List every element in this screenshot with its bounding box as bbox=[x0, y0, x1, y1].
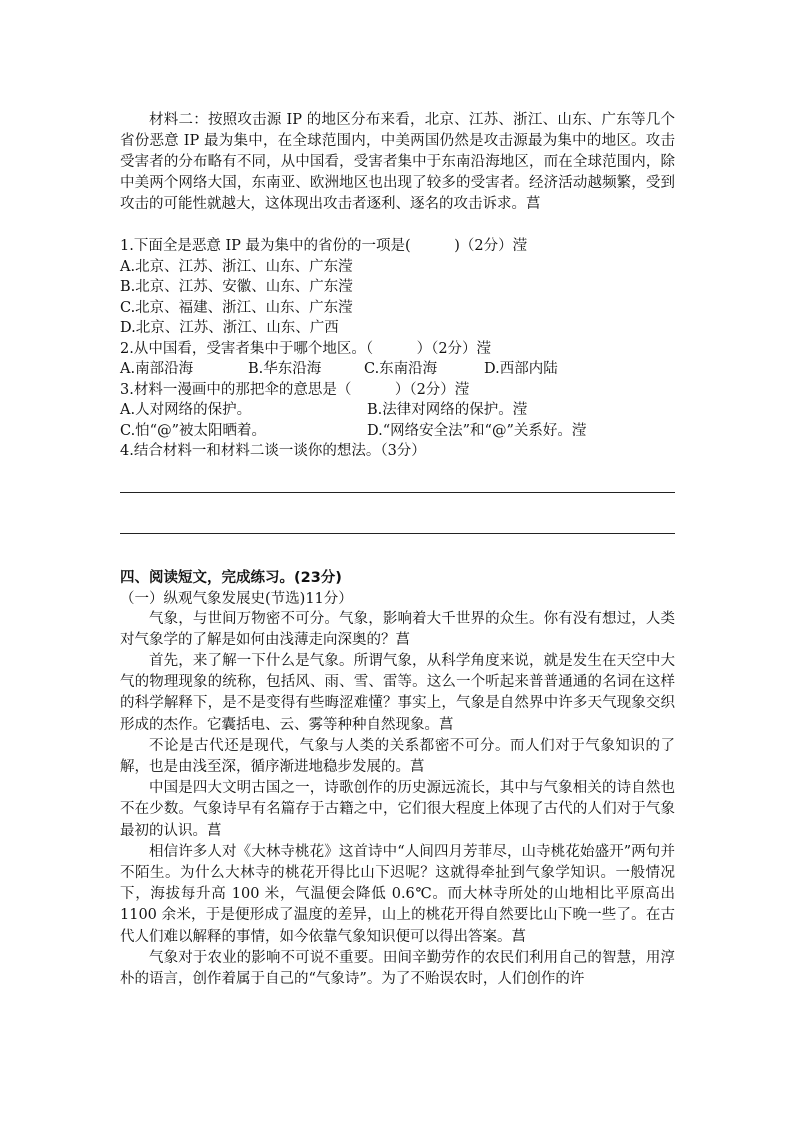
question-3-option-c: C.怕“@”被太阳晒着。 bbox=[120, 422, 267, 439]
question-3-options-row-2 bbox=[120, 421, 675, 442]
material-two-paragraph: 材料二：按照攻击源 IP 的地区分布来看，北京、江苏、浙江、山东、广东等几个省份恶意 IP 最为集中，在全球范围内，中美两国仍然是攻击源最为集中的地区。攻击受害者的分布略有不同，从中国看，受害者集中于东南沿海地区，而在全球范围内，除中美两个网络大国，东南亚、欧洲地区也出现了较多的受害者。经济活动越频繁，受到攻击的可能性就越大，这体现出攻击者逐利、逐名的攻击诉求。菖 bbox=[120, 112, 675, 212]
question-2-option-a: A.南部沿海 bbox=[120, 361, 194, 377]
spacer bbox=[120, 493, 675, 533]
document-page bbox=[120, 110, 675, 990]
reading-paragraph-5: 相信许多人对《大林寺桃花》这首诗中“人间四月芳菲尽，山寺桃花始盛开”两句并不陌生。为什么大林寺的桃花开得比山下迟呢？这就得牵扯到气象学知识。一般情况下，海拔每升高 100 米，气温便会降低 0.6℃。而大林寺所处的山地相比平原高出 1100 余米，于是便形成了温度的差异，山上的桃花开得自然要比山下晚一些了。在古代人们难以解释的事情，如今依靠气象知识便可以得出答案。菖 bbox=[120, 843, 675, 945]
reading-paragraph-2: 首先，来了解一下什么是气象。所谓气象，从科学角度来说，就是发生在天空中大气的物理现象的统称，包括风、雨、雪、雷等。这么一个听起来普普通通的名词在这样的科学解释下，是不是变得有些晦涩难懂？事实上，气象是自然界中许多天气现象交织形成的杰作。它囊括电、云、雾等种种自然现象。菖 bbox=[120, 652, 675, 733]
section-4-subtitle: （一）纵观气象发展史(节选)11分） bbox=[120, 590, 353, 607]
question-3-options-row-1 bbox=[120, 400, 675, 421]
reading-paragraph-3: 不论是古代还是现代，气象与人类的关系都密不可分。而人们对于气象知识的了解，也是由浅至深，循序渐进地稳步发展的。菖 bbox=[120, 737, 675, 775]
question-1-option-b: B.北京、江苏、安徽、山东、广东滢 bbox=[120, 279, 353, 295]
reading-paragraph-1: 气象，与世间万物密不可分。气象，影响着大千世界的众生。你有没有想过，人类对气象学的了解是如何由浅薄走向深奥的？菖 bbox=[120, 610, 675, 648]
question-1-option-a: A.北京、江苏、浙江、山东、广东滢 bbox=[120, 258, 353, 275]
question-2-options bbox=[120, 359, 675, 380]
question-2-stem: 2.从中国看，受害者集中于哪个地区。（ ）（2分）滢 bbox=[120, 340, 492, 357]
spacer bbox=[120, 215, 675, 236]
question-1-option-c: C.北京、福建、浙江、山东、广东滢 bbox=[120, 299, 353, 316]
reading-paragraph-6: 气象对于农业的影响不可说不重要。田间辛勤劳作的农民们利用自己的智慧，用淳朴的语言，创作着属于自己的“气象诗”。为了不贻误农时，人们创作的许 bbox=[120, 949, 675, 987]
question-4-stem: 4.结合材料一和材料二谈一谈你的想法。（3分） bbox=[120, 443, 426, 459]
reading-passage bbox=[120, 609, 675, 991]
question-1-option-d: D.北京、江苏、浙江、山东、广西 bbox=[120, 320, 339, 336]
question-3-option-d: D.“网络安全法”和“@”关系好。滢 bbox=[367, 422, 587, 439]
question-3-option-a: A.人对网络的保护。 bbox=[120, 402, 252, 418]
question-2-option-b: B.华东沿海 bbox=[248, 361, 322, 377]
question-3-option-b: B.法律对网络的保护。滢 bbox=[367, 402, 528, 418]
spacer bbox=[120, 534, 675, 567]
question-2-option-c: C.东南沿海 bbox=[364, 361, 438, 377]
spacer bbox=[120, 462, 675, 492]
question-2-option-d: D.西部内陆 bbox=[484, 361, 558, 377]
reading-paragraph-4: 中国是四大文明古国之一，诗歌创作的历史源远流长，其中与气象相关的诗自然也不在少数。气象诗早有名篇存于古籍之中，它们很大程度上体现了古代的人们对于气象最初的认识。菖 bbox=[120, 780, 675, 839]
section-4-title: 四、阅读短文，完成练习。(23分) bbox=[120, 569, 342, 586]
question-3-stem: 3.材料一漫画中的那把伞的意思是（ ）（2分）滢 bbox=[120, 381, 470, 398]
question-1-stem: 1.下面全是恶意 IP 最为集中的省份的一项是( )（2分）滢 bbox=[120, 238, 528, 254]
